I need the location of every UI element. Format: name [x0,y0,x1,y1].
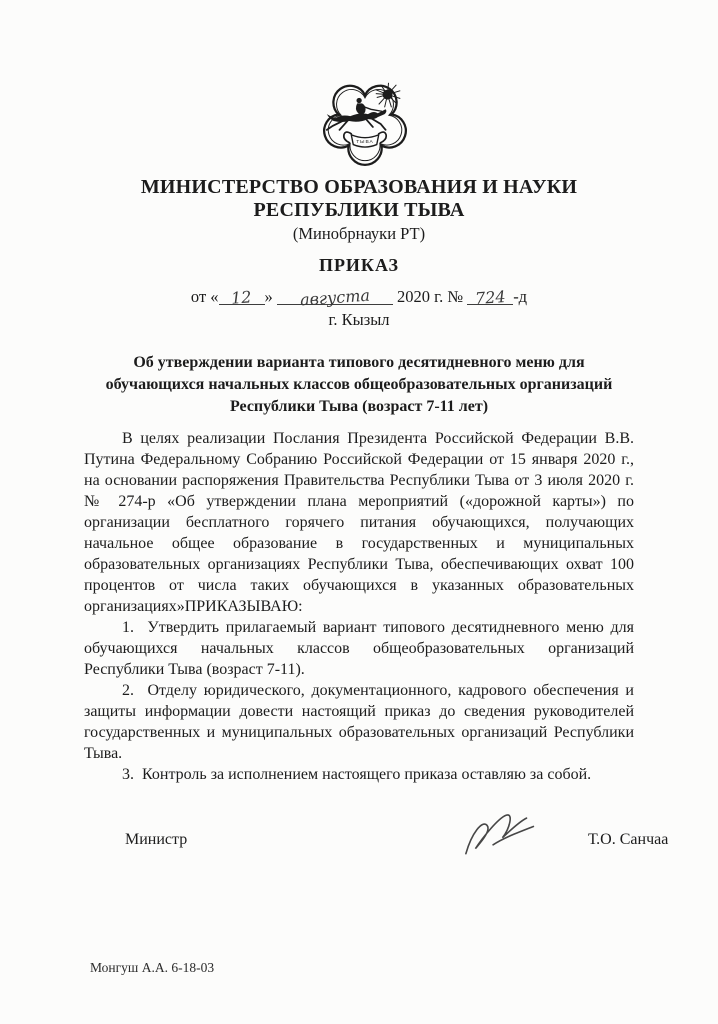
order-title-line1: Об утверждении варианта типового десятидневного меню для [133,354,585,371]
handwritten-day: 12 [230,287,253,308]
letterhead [0,176,718,245]
month-blank [277,285,393,310]
ministry-name-line2: РЕСПУБЛИКИ ТЫВА [253,199,465,221]
order-body [84,428,634,785]
year-part: 2020 г. № [397,287,464,306]
number-blank [467,286,513,309]
tyva-emblem-icon [310,74,420,172]
signatory-position: Министр [125,831,188,848]
preamble-paragraph: В целях реализации Послания Президента Российской Федерации В.В. Путина Федеральному Собранию Российской Федерации от 15 января 2020 г., на основании распоряжения Правительства Республики Тыва от 3 июля 2020 г. № 274-р «Об утверждении плана мероприятий («дорожной карты») по организации бесплатного горячего питания обучающихся, получающих начальное общее образование в государственных и муниципальных образовательных организациях Республики Тыва, обеспечивающих охват 100 процентов от числа таких обучающихся в указанных образовательных организациях»ПРИКАЗЫВАЮ: [84,430,634,615]
coat-of-arms-tyva [310,74,420,172]
executor-note: Монгуш А.А. 6-18-03 [90,960,215,975]
order-title [64,352,654,418]
close-quote: » [264,287,273,306]
date-prefix: от « [190,287,219,306]
day-blank [219,287,265,308]
signature-icon [455,802,544,866]
signatory-name: Т.О. Санчаа [588,831,669,848]
ministry-short-name: (Минобрнауки РТ) [292,224,426,243]
order-item-1: 1. Утвердить прилагаемый вариант типового десятидневного меню для обучающихся начальных классов общеобразовательных организаций Республики Тыва (возраст 7-11). [84,619,634,678]
order-item-3: 3. Контроль за исполнением настоящего приказа оставляю за собой. [122,766,592,783]
order-title-line2: обучающихся начальных классов общеобразовательных организаций [105,376,613,393]
city-line: г. Кызыл [328,310,390,329]
ministry-name-line1: МИНИСТЕРСТВО ОБРАЗОВАНИЯ И НАУКИ [140,176,578,198]
document-type-heading: ПРИКАЗ [318,255,400,275]
number-suffix: -д [513,287,528,306]
handwritten-month: августа [299,285,371,310]
order-title-line3: Республики Тыва (возраст 7-11 лет) [229,398,489,415]
banner-text: ТЫВА [356,140,374,146]
order-item-2: 2. Отделу юридического, документационного, кадрового обеспечения и защиты информации довести настоящий приказ до сведения руководителей государственных и муниципальных образовательных организаций Республики Тыва. [84,682,634,762]
handwritten-number: 724 [474,286,507,309]
date-number-line [0,285,718,310]
